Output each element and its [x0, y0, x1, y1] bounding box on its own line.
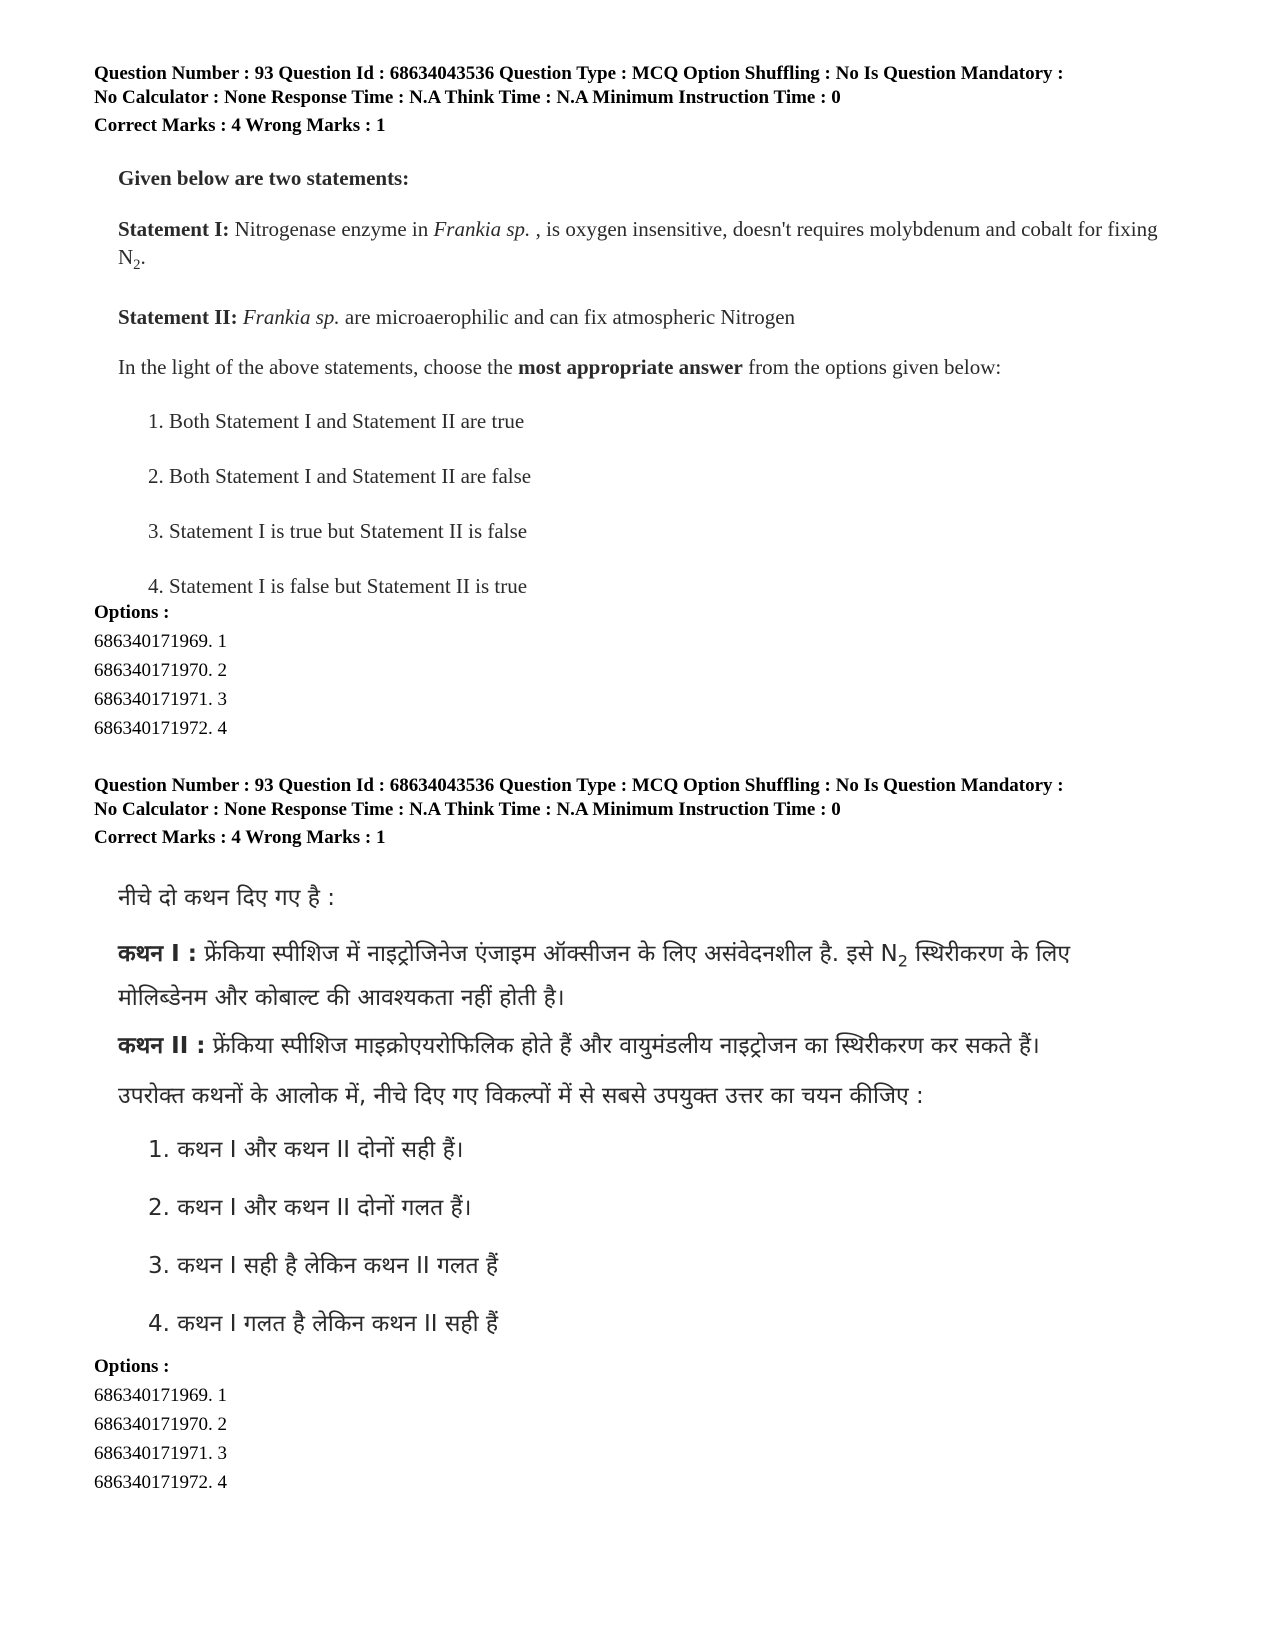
- question-intro: नीचे दो कथन दिए गए है :: [118, 885, 336, 911]
- subscript: 2: [897, 951, 908, 971]
- options-list: [94, 598, 227, 743]
- options-label: Options :: [94, 1356, 170, 1377]
- answer-choices: [118, 407, 1158, 600]
- answer-choice: 4. कथन I गलत है लेकिन कथन II सही हैं: [148, 1310, 499, 1337]
- statement-text: Nitrogenase enzyme in: [229, 217, 434, 241]
- question-intro: Given below are two statements:: [118, 166, 410, 190]
- option-item: 686340171971. 3: [94, 1443, 227, 1464]
- question-prompt: [118, 355, 1158, 380]
- question-meta: [94, 774, 1194, 850]
- subscript: 2: [133, 257, 141, 274]
- answer-choice: 4. Statement I is false but Statement II is true: [148, 574, 528, 599]
- statement-text: are microaerophilic and can fix atmospheric Nitrogen: [339, 305, 796, 330]
- option-item: 686340171969. 1: [94, 1385, 227, 1406]
- question-meta-line: Question Number : 93 Question Id : 68634043536 Question Type : MCQ Option Shuffling : No Is Question Mandatory :: [94, 63, 1064, 84]
- statement-text: फ्रेंकिया स्पीशिज में नाइट्रोजिनेज एंजाइम ऑक्सीजन के लिए असंवेदनशील है. इसे N: [196, 941, 898, 967]
- prompt-text: from the options given below:: [742, 355, 1002, 380]
- statement-label: कथन II :: [118, 1032, 206, 1059]
- options-label: Options :: [94, 602, 170, 623]
- option-item: 686340171972. 4: [94, 718, 227, 739]
- statement-2: [118, 1028, 1158, 1064]
- marks-line: Correct Marks : 4 Wrong Marks : 1: [94, 827, 386, 848]
- answer-choice: 1. Both Statement I and Statement II are true: [148, 409, 525, 434]
- option-item: 686340171970. 2: [94, 1414, 227, 1435]
- species-name: Frankia sp.: [433, 217, 531, 241]
- statement-text: .: [140, 245, 146, 269]
- species-name: Frankia sp.: [242, 305, 340, 330]
- option-item: 686340171971. 3: [94, 689, 227, 710]
- options-list: [94, 1352, 227, 1497]
- option-item: 686340171972. 4: [94, 1472, 227, 1493]
- statement-label: Statement I:: [118, 217, 230, 241]
- option-item: 686340171970. 2: [94, 660, 227, 681]
- statement-label: कथन I :: [118, 941, 197, 967]
- statement-1: [118, 215, 1158, 279]
- statement-text: , is oxygen insensitive, doesn't requires molybdenum and cobalt for fixing N: [118, 217, 1158, 269]
- question-body: [118, 880, 1158, 1342]
- question-prompt: उपरोक्त कथनों के आलोक में, नीचे दिए गए विकल्पों में से सबसे उपयुक्त उत्तर का चयन कीजिए :: [118, 1082, 924, 1109]
- statement-text: फ्रेंकिया स्पीशिज माइक्रोएयरोफिलिक होते हैं और वायुमंडलीय नाइट्रोजन का स्थिरीकरण कर सकते हैं।: [205, 1032, 1040, 1059]
- statement-1: [118, 936, 1158, 1016]
- answer-choice: 3. Statement I is true but Statement II is false: [148, 519, 528, 544]
- question-body: [118, 166, 1158, 600]
- statement-label: Statement II:: [118, 305, 238, 330]
- answer-choices: [118, 1132, 1158, 1342]
- question-meta-line: Question Number : 93 Question Id : 68634043536 Question Type : MCQ Option Shuffling : No Is Question Mandatory :: [94, 775, 1064, 796]
- question-meta-line: No Calculator : None Response Time : N.A Think Time : N.A Minimum Instruction Time : 0: [94, 87, 841, 108]
- option-item: 686340171969. 1: [94, 631, 227, 652]
- marks-line: Correct Marks : 4 Wrong Marks : 1: [94, 115, 386, 136]
- question-meta-line: No Calculator : None Response Time : N.A Think Time : N.A Minimum Instruction Time : 0: [94, 799, 841, 820]
- answer-choice: 3. कथन I सही है लेकिन कथन II गलत हैं: [148, 1252, 499, 1279]
- answer-choice: 2. Both Statement I and Statement II are false: [148, 464, 532, 489]
- prompt-emphasis: most appropriate answer: [518, 355, 743, 380]
- answer-choice: 1. कथन I और कथन II दोनों सही हैं।: [148, 1136, 464, 1163]
- answer-choice: 2. कथन I और कथन II दोनों गलत हैं।: [148, 1194, 472, 1221]
- prompt-text: In the light of the above statements, choose the: [118, 355, 519, 380]
- statement-2: [118, 303, 1158, 331]
- question-meta: [94, 62, 1194, 138]
- statement-text: स्थिरीकरण के लिए मोलिब्डेनम और कोबाल्ट की आवश्यकता नहीं होती है।: [118, 941, 1071, 1011]
